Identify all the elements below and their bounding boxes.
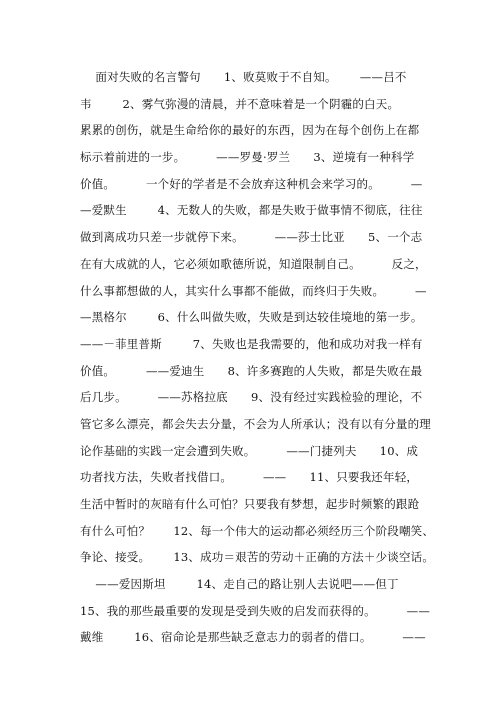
text-line: 价值。 ——爱迪生 8、许多赛跑的人失败，都是失败在最 [80, 363, 423, 378]
text-line: 在有大成就的人，它必须如歌德所说，知道限制自己。 反之， [80, 256, 427, 271]
text-line: ——爱因斯坦 14、走自己的路让别人去说吧——但丁 [80, 577, 399, 592]
text-line: 后几步。 ——苏格拉底 9、没有经过实践检验的理论，不 [80, 390, 423, 405]
text-line: —爱默生 4、无数人的失败，都是失败于做事情不彻底，往往 [80, 203, 423, 218]
quote-text-block [80, 64, 440, 651]
text-line: 标示着前进的一步。 ——罗曼·罗兰 3、逆境有一种科学 [80, 150, 415, 165]
text-line: 做到离成功只差一步就停下来。 ——莎士比亚 5、一个志 [80, 230, 423, 245]
text-line: 面对失败的名言警句 1、败莫败于不自知。 ——吕不 [80, 70, 407, 84]
text-line: 韦 2、雾气弥漫的清晨，并不意味着是一个阴霾的白天。 [80, 96, 400, 111]
text-line: 生活中暂时的灰暗有什么可怕？只要我有梦想，起步时频繁的跟跄 [80, 497, 420, 511]
text-line: 管它多么漂亮，都会失去分量，不会为人所承认；没有以有分量的理 [80, 416, 431, 431]
text-line: —黑格尔 6、什么叫做失败，失败是到达较佳境地的第一步。 [80, 310, 423, 325]
text-line: 争论、接受。 13、成功＝艰苦的劳动＋正确的方法＋少谈空话。 [80, 550, 435, 565]
text-line: 戴维 16、宿命论是那些缺乏意志力的弱者的借口。 —— [80, 630, 426, 645]
text-line: 累累的创伤，就是生命给你的最好的东西，因为在每个创伤上在都 [80, 123, 420, 138]
text-line: 什么事都想做的人，其实什么事都不能做，而终归于失败。 — [80, 283, 427, 298]
text-line: 15、我的那些最重要的发现是受到失败的启发而获得的。 —— [80, 603, 431, 618]
text-line: 论作基础的实践一定会遭到失败。 ——门捷列夫 10、成 [80, 443, 419, 458]
text-line: 功者找方法，失败者找借口。 —— 11、只要我还年轻， [80, 470, 419, 485]
text-line: ——－菲里普斯 7、失败也是我需要的，他和成功对我一样有 [80, 336, 423, 351]
text-line: 价值。 一个好的学者是不会放弃这种机会来学习的。 — [80, 176, 423, 191]
text-line: 有什么可怕？ 12、每一个伟大的运动都必须经历三个阶段嘲笑、 [80, 523, 435, 538]
